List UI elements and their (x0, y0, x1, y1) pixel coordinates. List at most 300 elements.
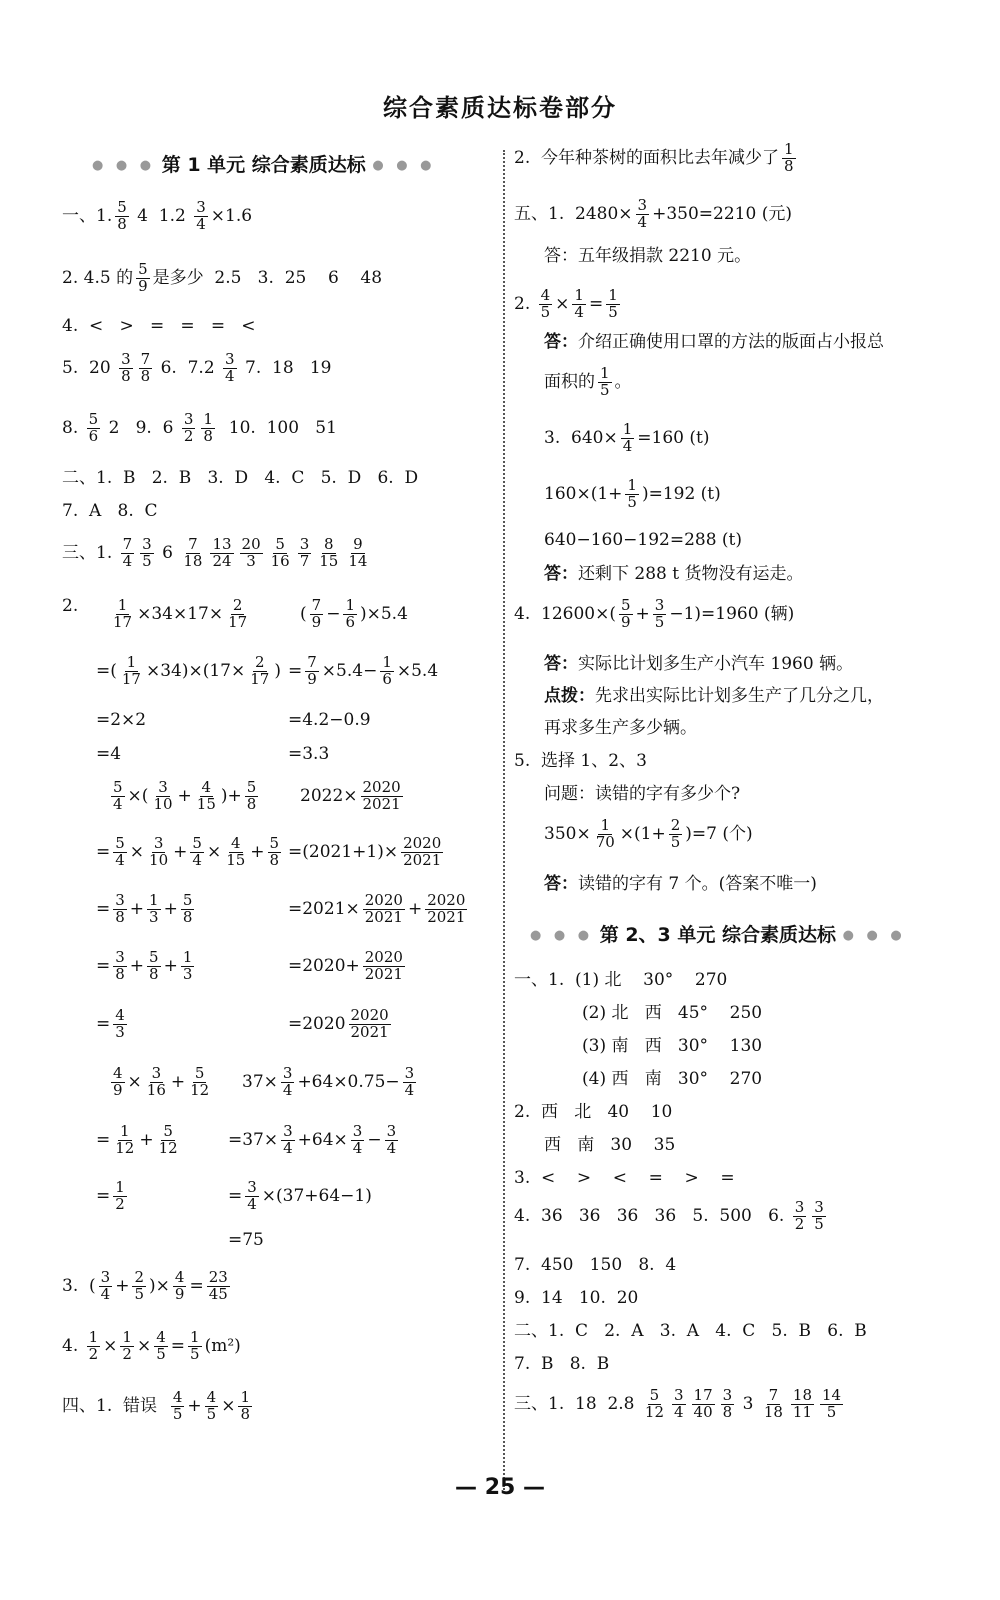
text: 4. 12600×( (514, 603, 616, 624)
calc-line (96, 746, 121, 763)
denominator: 12 (158, 1138, 178, 1157)
text: +64× (297, 1129, 348, 1150)
text: + (635, 603, 650, 624)
numerator: 2020 (350, 1006, 389, 1024)
denominator: 5 (670, 832, 681, 851)
text: 3. ( (62, 1275, 96, 1296)
calc-line (288, 893, 470, 926)
fraction (346, 537, 369, 570)
denominator: 4 (196, 214, 206, 233)
denominator: 8 (182, 907, 193, 926)
denominator: 40 (693, 1402, 713, 1421)
text: 答：五年级捐款 2210 元。 (544, 246, 752, 266)
calc-line (300, 780, 406, 813)
answer-line (544, 422, 709, 455)
numerator: 1 (382, 653, 392, 671)
answer-line (514, 1388, 846, 1421)
calc-line (96, 1124, 183, 1157)
calc-line (96, 1180, 130, 1213)
numerator: 5 (194, 1064, 205, 1082)
calc-line (228, 1180, 372, 1213)
denominator: 17 (121, 669, 141, 688)
text: 答： (544, 874, 578, 894)
numerator: 4 (174, 1268, 185, 1286)
denominator: 4 (352, 1138, 363, 1157)
text: 160×(1+ (544, 483, 623, 504)
fraction (653, 598, 667, 631)
fraction (120, 655, 143, 688)
fraction (669, 818, 683, 851)
text: 2. (514, 293, 536, 314)
denominator: 5 (600, 380, 610, 399)
numerator: 3 (814, 1198, 824, 1216)
text: = (189, 1275, 204, 1296)
numerator: 1 (574, 286, 584, 304)
fraction (619, 598, 633, 631)
text: 。 (614, 371, 632, 392)
answer-line (544, 478, 721, 511)
denominator: 16 (146, 1080, 166, 1099)
numerator: 4 (230, 834, 241, 852)
calc-line (228, 1124, 401, 1157)
fraction (791, 1388, 814, 1421)
decorative-dots: ● ● ● (372, 158, 436, 173)
denominator: 2 (115, 1194, 125, 1213)
fraction (351, 1124, 365, 1157)
denominator: 2021 (362, 794, 401, 813)
numerator: 3 (115, 948, 125, 966)
numerator: 2 (670, 816, 681, 834)
text: =160 (t) (637, 427, 710, 448)
fraction (594, 818, 617, 851)
text: 3 (737, 1393, 759, 1414)
answer-line (514, 1200, 829, 1233)
text: (4) 西 南 30° 270 (582, 1069, 763, 1089)
text: 答： (544, 332, 578, 352)
fraction (147, 950, 161, 983)
denominator: 18 (183, 551, 203, 570)
numerator: 7 (140, 350, 151, 368)
denominator: 8 (149, 964, 159, 983)
text: =3.3 (288, 744, 330, 764)
text: 四、1. 错误 (62, 1395, 168, 1416)
answer-line (582, 1071, 762, 1088)
text: 一、1. (62, 205, 113, 226)
text: 6 (156, 542, 179, 563)
text: ×34)×(17× (145, 660, 246, 681)
fraction (182, 412, 196, 445)
answer-line (514, 972, 727, 989)
denominator: 4 (574, 302, 584, 321)
text: + (177, 785, 192, 806)
numerator: 1 (117, 596, 128, 614)
answer-line (514, 1323, 867, 1340)
text: − (367, 1129, 382, 1150)
text: 10. 100 51 (217, 417, 337, 438)
denominator: 2021 (403, 850, 442, 869)
numerator: 20 (241, 535, 261, 553)
denominator: 15 (319, 551, 339, 570)
numerator: 3 (674, 1386, 684, 1404)
numerator: 8 (324, 535, 334, 553)
text: 先求出实际比计划多生产了几分之几， (595, 686, 884, 706)
numerator: 1 (182, 948, 193, 966)
calc-line (242, 1066, 419, 1099)
text: × (103, 1335, 118, 1356)
numerator: 2 (134, 1268, 145, 1286)
calc-line (96, 712, 146, 729)
text: + (170, 1071, 186, 1092)
text: 实际比计划多生产小汽车 1960 辆。 (578, 654, 854, 674)
fraction (269, 537, 292, 570)
answer-line-2-7 (62, 503, 158, 520)
fraction (281, 1124, 295, 1157)
denominator: 9 (174, 1284, 185, 1303)
numerator: 3 (352, 1122, 363, 1140)
fraction (636, 198, 650, 231)
text: = (96, 841, 111, 862)
fraction (425, 893, 467, 926)
fraction (111, 780, 125, 813)
denominator: 5 (608, 302, 618, 321)
numerator: 3 (115, 891, 125, 909)
fraction (281, 1066, 295, 1099)
fraction (317, 537, 340, 570)
fraction (145, 1066, 168, 1099)
text: + (115, 1275, 130, 1296)
numerator: 4 (172, 1388, 183, 1406)
fraction (121, 537, 135, 570)
denominator: 4 (674, 1402, 684, 1421)
numerator: 3 (299, 535, 310, 553)
text: 是多少 2.5 3. 25 6 48 (152, 267, 383, 288)
numerator: 5 (149, 948, 159, 966)
denominator: 2021 (364, 964, 403, 983)
numerator: 3 (142, 535, 152, 553)
decorative-dots: ● ● ● (530, 928, 594, 943)
denominator: 8 (246, 794, 257, 813)
denominator: 5 (826, 1402, 837, 1421)
numerator: 1 (600, 816, 611, 834)
text: 9. 14 10. 20 (514, 1288, 639, 1308)
fraction (245, 1180, 259, 1213)
denominator: 4 (386, 1138, 397, 1157)
section-heading-text: 第 1 单元 综合素质达标 (161, 154, 366, 176)
answer-line (514, 1356, 609, 1373)
numerator: 3 (794, 1198, 805, 1216)
numerator: 1 (240, 1388, 250, 1406)
denominator: 17 (250, 669, 270, 688)
numerator: 7 (768, 1386, 779, 1404)
numerator: 2 (232, 596, 243, 614)
denominator: 5 (142, 551, 152, 570)
fraction (181, 537, 204, 570)
text: =4.2−0.9 (288, 710, 371, 730)
denominator: 8 (784, 156, 794, 175)
denominator: 12 (190, 1080, 210, 1099)
text: 二、1. B 2. B 3. D 4. C 5. D 6. D (62, 468, 419, 488)
fraction (139, 352, 153, 385)
answer-line (514, 753, 647, 770)
text: 三、1. (62, 542, 118, 563)
denominator: 3 (246, 551, 256, 570)
answer-line (514, 1257, 676, 1274)
denominator: 11 (792, 1402, 812, 1421)
answer-line-3-1 (62, 537, 372, 570)
text: 6. 7.2 (155, 357, 221, 378)
denominator: 4 (100, 1284, 111, 1303)
calc-line (96, 893, 197, 926)
text: 三、1. 18 2.8 (514, 1393, 640, 1414)
text: ×34×17× (137, 603, 224, 624)
fraction (268, 836, 282, 869)
answer-line (514, 598, 794, 631)
fraction (223, 352, 237, 385)
numerator: 5 (138, 260, 148, 278)
numerator: 5 (117, 198, 127, 216)
denominator: 8 (115, 907, 125, 926)
denominator: 5 (190, 1344, 200, 1363)
text: 4 1.2 (131, 205, 192, 226)
fraction (194, 200, 208, 233)
denominator: 7 (299, 551, 310, 570)
denominator: 2 (794, 1214, 805, 1233)
text: 4. (62, 1335, 84, 1356)
denominator: 16 (270, 551, 290, 570)
text: ×1.6 (210, 205, 253, 226)
answer-line (544, 334, 884, 351)
fraction (99, 1270, 113, 1303)
numerator: 3 (225, 350, 235, 368)
numerator: 3 (386, 1122, 397, 1140)
denominator: 4 (122, 551, 133, 570)
text: 读错的字有 7 个。(答案不唯一) (578, 874, 817, 894)
numerator: 4 (113, 1064, 123, 1082)
numerator: 17 (693, 1386, 713, 1404)
numerator: 7 (307, 653, 317, 671)
numerator: 1 (203, 410, 213, 428)
fraction (157, 1124, 180, 1157)
text: 2 9. 6 (103, 417, 179, 438)
text: =2020 (288, 1013, 346, 1034)
numerator: 3 (404, 1064, 415, 1082)
numerator: 3 (283, 1122, 293, 1140)
numerator: 2020 (403, 834, 442, 852)
text: + (250, 841, 265, 862)
numerator: 3 (100, 1268, 111, 1286)
text: ×5.4 (396, 660, 439, 681)
denominator: 2021 (350, 1022, 389, 1041)
decorative-dots: ● ● ● (842, 928, 906, 943)
denominator: 2 (122, 1344, 132, 1363)
denominator: 4 (115, 850, 125, 869)
numerator: 5 (113, 778, 123, 796)
denominator: 2 (88, 1344, 99, 1363)
fraction (621, 422, 635, 455)
denominator: 8 (121, 366, 131, 385)
text: ×( (127, 785, 149, 806)
text: 37× (242, 1071, 278, 1092)
denominator: 3 (182, 964, 193, 983)
denominator: 4 (404, 1080, 415, 1099)
text: × (555, 293, 570, 314)
numerator: 1 (345, 596, 355, 614)
answer-line (544, 688, 884, 705)
denominator: 9 (311, 612, 322, 631)
denominator: 8 (269, 850, 280, 869)
text: 答： (544, 654, 578, 674)
denominator: 8 (115, 964, 125, 983)
answer-line-1-5 (62, 352, 332, 385)
denominator: 4 (225, 366, 235, 385)
text: 8. (62, 417, 84, 438)
denominator: 4 (247, 1194, 257, 1213)
numerator: 7 (122, 535, 133, 553)
numerator: 3 (196, 198, 206, 216)
fraction (403, 1066, 417, 1099)
section-heading-unit-2-3 (530, 920, 906, 947)
numerator: 4 (540, 286, 551, 304)
text: =2×2 (96, 710, 147, 730)
calc-line (96, 1008, 130, 1041)
calc-line (288, 950, 408, 983)
fraction (572, 288, 586, 321)
answer-line (544, 366, 632, 399)
answer-line (544, 566, 804, 583)
denominator: 6 (345, 612, 355, 631)
text: 点拨： (544, 686, 595, 706)
numerator: 4 (206, 1388, 217, 1406)
denominator: 6 (382, 669, 392, 688)
answer-line (582, 1005, 762, 1022)
fraction (820, 1388, 843, 1421)
text: = (96, 1185, 111, 1206)
answer-line-3-3 (62, 1270, 233, 1303)
answer-line (544, 876, 817, 893)
denominator: 5 (540, 302, 551, 321)
fraction (793, 1200, 807, 1233)
text: 再求多生产多少辆。 (544, 718, 697, 738)
fraction (190, 836, 204, 869)
denominator: 5 (654, 612, 665, 631)
text: =2020+ (288, 955, 360, 976)
text: + (129, 898, 145, 919)
text: ×(37+64−1) (261, 1185, 372, 1206)
text: )=7 (个) (685, 823, 753, 844)
section-heading-unit-1 (92, 150, 436, 177)
denominator: 8 (140, 366, 151, 385)
text: =37× (228, 1129, 279, 1150)
fraction (87, 1330, 101, 1363)
fraction (812, 1200, 826, 1233)
numerator: 1 (88, 1328, 99, 1346)
text: ) (274, 660, 281, 681)
text: =75 (228, 1230, 264, 1250)
fraction (692, 1388, 715, 1421)
text: = (588, 293, 604, 314)
text: =2021× (288, 898, 360, 919)
text: ×5.4− (321, 660, 378, 681)
column-divider (503, 150, 505, 1490)
numerator: 14 (822, 1386, 842, 1404)
denominator: 8 (117, 214, 127, 233)
numerator: 5 (88, 410, 99, 428)
text: 3. 640× (544, 427, 618, 448)
text: + (187, 1395, 202, 1416)
text: −1)=1960 (辆) (669, 603, 795, 624)
answer-line (544, 786, 740, 803)
text: = (96, 898, 111, 919)
fraction (248, 655, 271, 688)
text: 2022× (300, 785, 358, 806)
numerator: 5 (246, 778, 257, 796)
fraction (401, 836, 443, 869)
answer-line-3-2 (62, 598, 78, 615)
denominator: 3 (115, 1022, 125, 1041)
text: )×5.4 (359, 603, 408, 624)
text: 4. < > = = = < (62, 316, 256, 336)
text: = (96, 1013, 111, 1034)
fraction (173, 1270, 187, 1303)
denominator: 5 (156, 1344, 166, 1363)
fraction (119, 352, 133, 385)
text: (m²) (204, 1335, 241, 1356)
text: = (96, 955, 111, 976)
answer-line (514, 1170, 735, 1187)
answer-line-1-2 (62, 262, 382, 295)
page-title: 综合素质达标卷部分 (383, 94, 617, 122)
text: 7. B 8. B (514, 1354, 610, 1374)
answer-line (514, 1290, 638, 1307)
denominator: 5 (134, 1284, 145, 1303)
fraction (363, 950, 405, 983)
fraction (147, 893, 161, 926)
text: ( (300, 603, 307, 624)
page-number: — 25 — (455, 1475, 545, 1500)
denominator: 4 (637, 212, 648, 231)
answer-line (514, 288, 623, 321)
text: × (129, 841, 145, 862)
fraction (310, 598, 324, 631)
fraction (113, 1008, 127, 1041)
text: = (288, 660, 303, 681)
text: + (173, 841, 188, 862)
text: 7. A 8. C (62, 501, 158, 521)
fraction (598, 366, 612, 399)
denominator: 4 (282, 1080, 293, 1099)
fraction (201, 412, 215, 445)
denominator: 10 (153, 794, 173, 813)
text: )=192 (t) (641, 483, 721, 504)
numerator: 1 (122, 1328, 132, 1346)
numerator: 3 (247, 1178, 257, 1196)
answer-line (514, 198, 792, 231)
numerator: 1 (608, 286, 618, 304)
fraction (188, 1066, 211, 1099)
numerator: 2 (255, 653, 265, 671)
text: =( (96, 660, 117, 681)
fraction (298, 537, 312, 570)
text: ×(1+ (619, 823, 666, 844)
denominator: 17 (113, 612, 133, 631)
numerator: 1 (149, 891, 159, 909)
section-heading-text: 第 2、3 单元 综合素质达标 (599, 924, 837, 946)
numerator: 2020 (364, 948, 403, 966)
fraction (643, 1388, 666, 1421)
fraction (113, 1180, 127, 1213)
text: +350=2210 (元) (652, 203, 792, 224)
text: =(2021+1)× (288, 841, 399, 862)
